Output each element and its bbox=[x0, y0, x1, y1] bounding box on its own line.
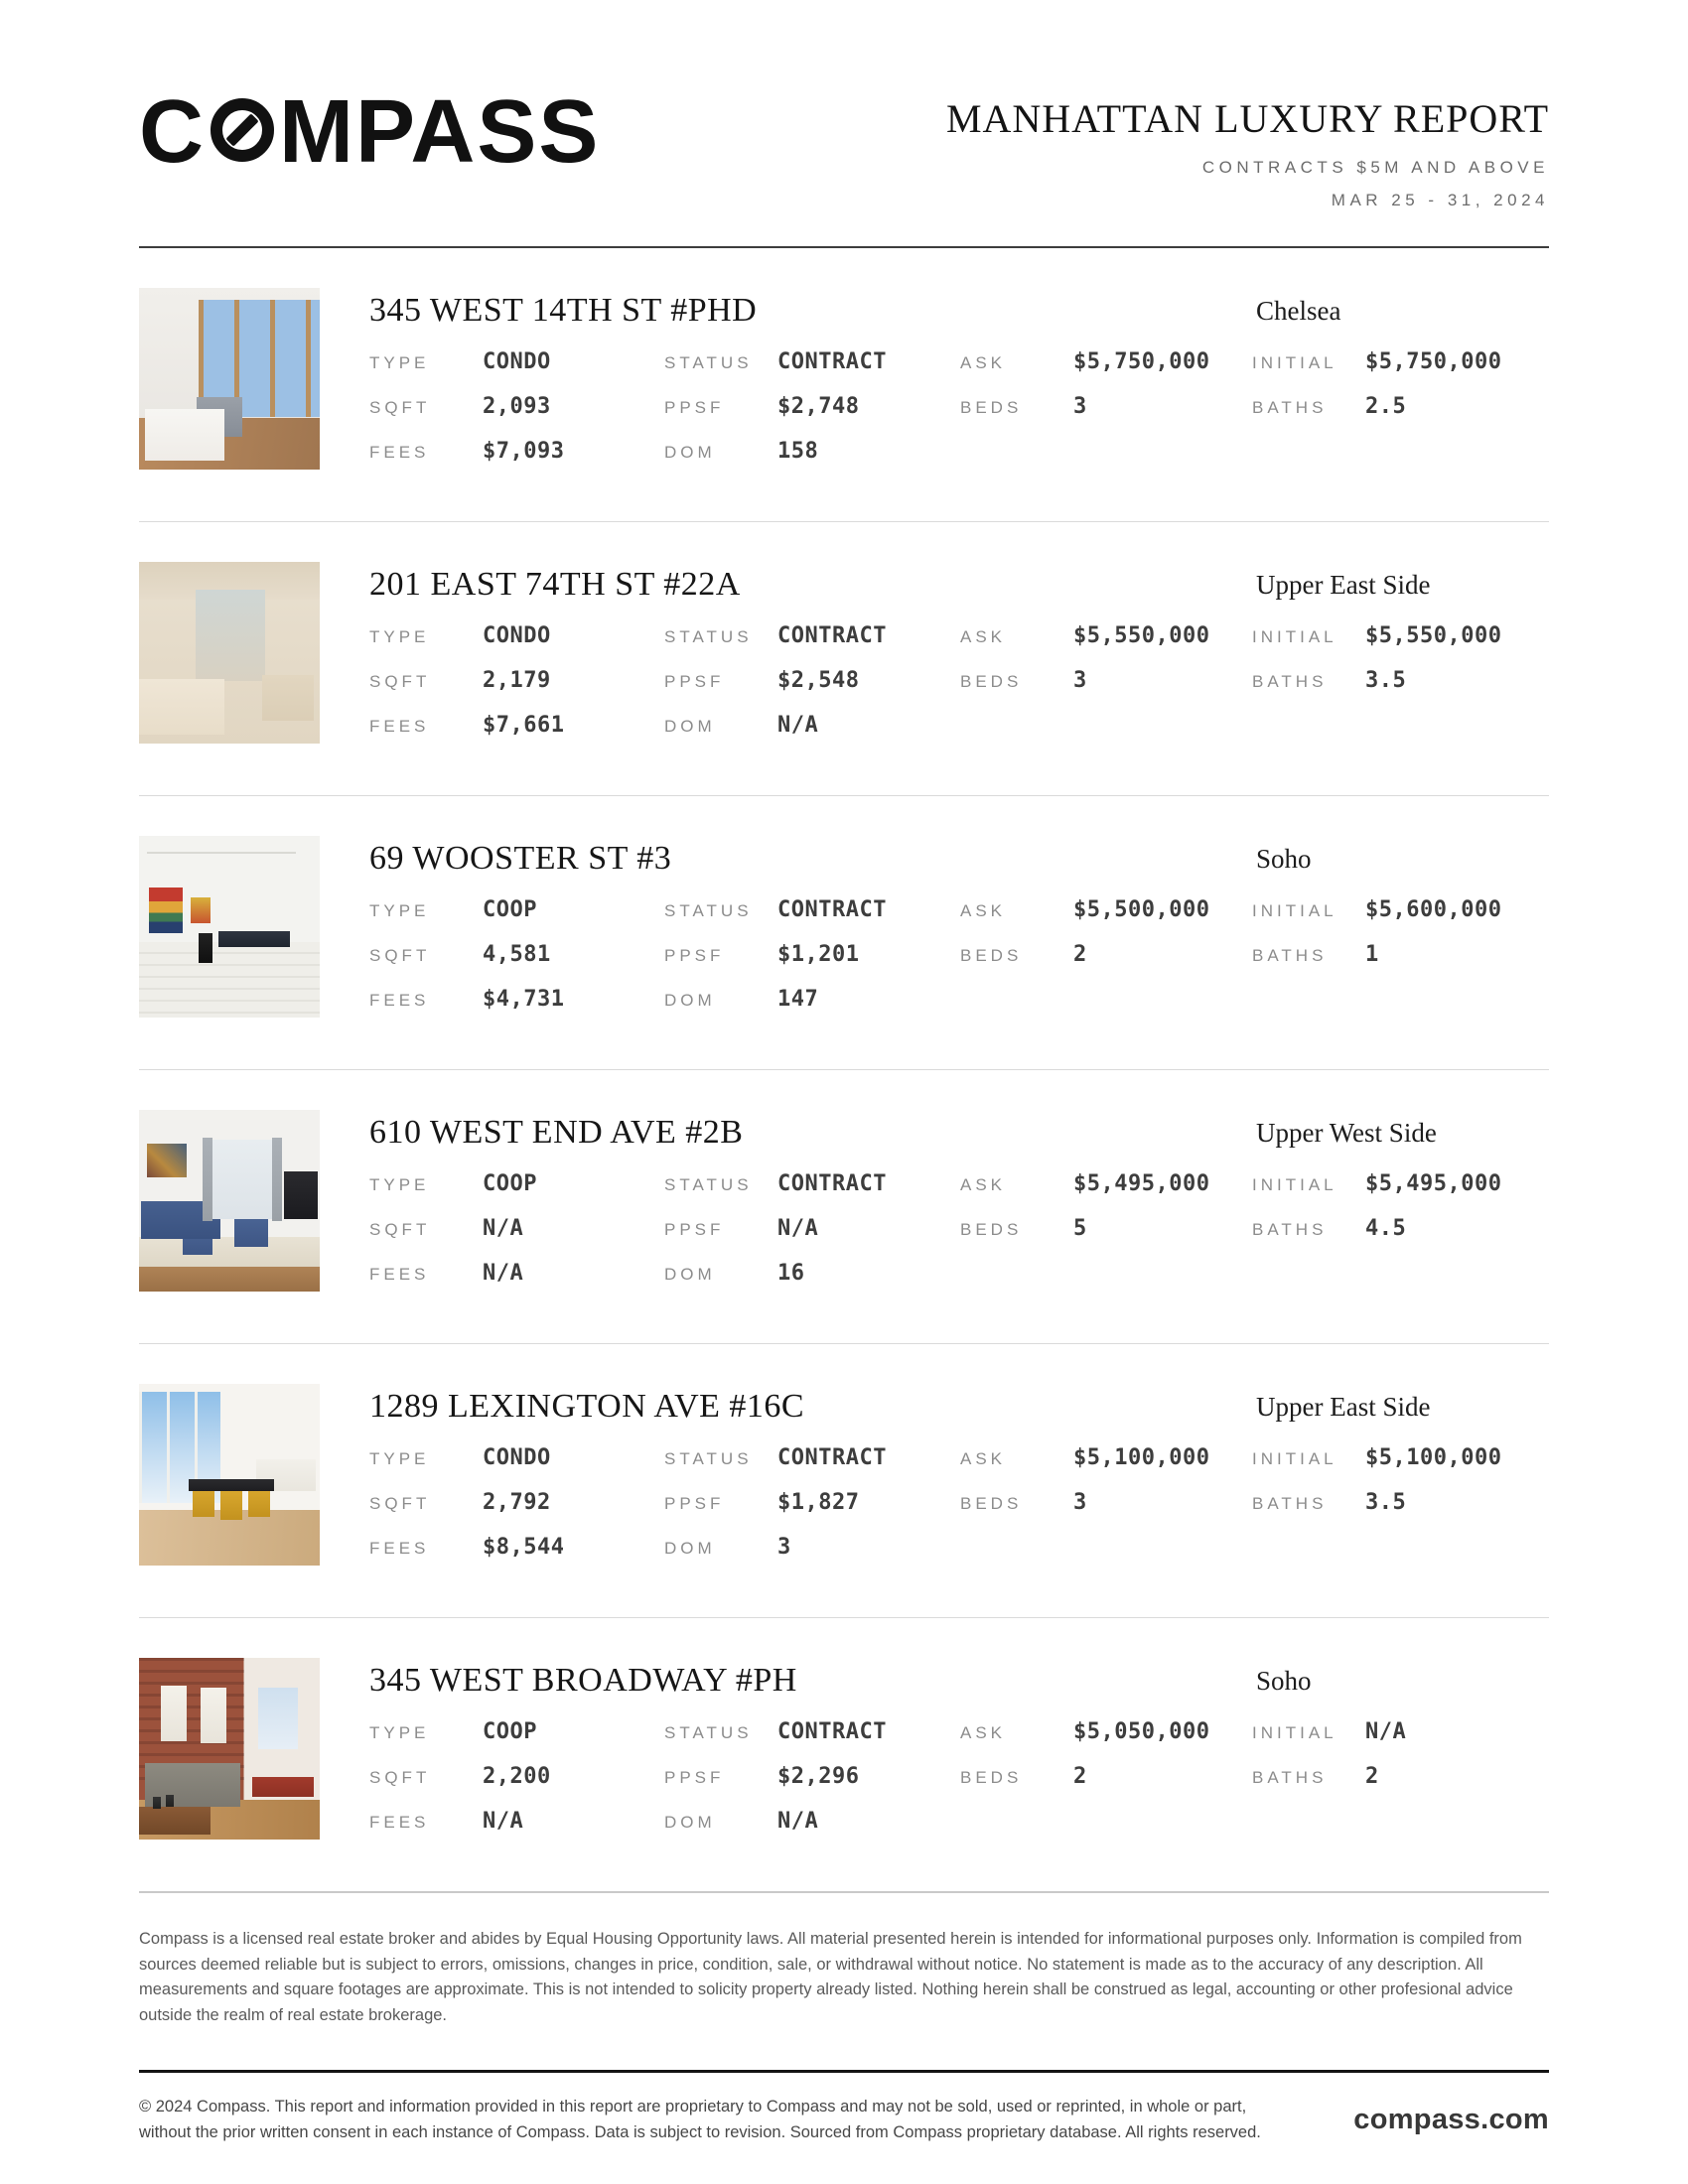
listing-data-grid bbox=[369, 623, 1549, 757]
fees-label: FEES bbox=[369, 1265, 430, 1284]
ask-value: $5,750,000 bbox=[1073, 349, 1210, 374]
status-value: CONTRACT bbox=[777, 349, 887, 374]
copyright-text: © 2024 Compass. This report and information provided in this report are proprietary to Compass and may not be sold, used or reprinted, in whole or part, without the prior written consent in each instance of Compass. Data is subject to revision. Sourced from Compass proprietary database. All rights reserved. bbox=[139, 2098, 1261, 2141]
dom-value: 3 bbox=[777, 1535, 791, 1560]
dom-value: 16 bbox=[777, 1261, 805, 1286]
status-value: CONTRACT bbox=[777, 897, 887, 922]
listing-info bbox=[369, 1110, 1549, 1305]
ask-label: ASK bbox=[960, 353, 1007, 372]
ask-label: ASK bbox=[960, 1723, 1007, 1742]
listing-row bbox=[139, 522, 1549, 796]
compass-logo bbox=[139, 82, 601, 182]
beds-value: 3 bbox=[1073, 394, 1087, 419]
type-value: COOP bbox=[483, 1171, 537, 1196]
fees-value: $7,661 bbox=[483, 713, 565, 738]
ppsf-value: N/A bbox=[777, 1216, 819, 1241]
dom-label: DOM bbox=[664, 1813, 716, 1832]
listing-neighborhood: Chelsea bbox=[1256, 296, 1341, 326]
listing-data-grid bbox=[369, 1719, 1549, 1853]
baths-value: 2 bbox=[1365, 1764, 1379, 1789]
initial-value: $5,100,000 bbox=[1365, 1445, 1502, 1470]
ask-value: $5,100,000 bbox=[1073, 1445, 1210, 1470]
listing-neighborhood: Upper West Side bbox=[1256, 1118, 1437, 1148]
beds-label: BEDS bbox=[960, 398, 1023, 417]
initial-value: $5,750,000 bbox=[1365, 349, 1502, 374]
listing-photo bbox=[139, 1658, 320, 1840]
report-date-range: MAR 25 - 31, 2024 bbox=[1331, 191, 1549, 209]
listing-row bbox=[139, 1070, 1549, 1344]
status-label: STATUS bbox=[664, 353, 753, 372]
report-header bbox=[139, 0, 1549, 210]
ask-value: $5,050,000 bbox=[1073, 1719, 1210, 1744]
fees-value: $7,093 bbox=[483, 439, 565, 464]
fees-label: FEES bbox=[369, 1813, 430, 1832]
initial-label: INITIAL bbox=[1252, 1449, 1337, 1468]
fees-value: N/A bbox=[483, 1261, 524, 1286]
listing-info bbox=[369, 1384, 1549, 1579]
status-label: STATUS bbox=[664, 1449, 753, 1468]
baths-value: 3.5 bbox=[1365, 668, 1407, 693]
baths-value: 4.5 bbox=[1365, 1216, 1407, 1241]
type-value: CONDO bbox=[483, 349, 551, 374]
listing-row bbox=[139, 796, 1549, 1070]
logo-letter-c: C bbox=[139, 82, 206, 182]
listing-data-grid bbox=[369, 1445, 1549, 1579]
fees-label: FEES bbox=[369, 717, 430, 736]
dom-value: N/A bbox=[777, 713, 819, 738]
initial-label: INITIAL bbox=[1252, 627, 1337, 646]
status-label: STATUS bbox=[664, 1175, 753, 1194]
ask-label: ASK bbox=[960, 1175, 1007, 1194]
dom-label: DOM bbox=[664, 1265, 716, 1284]
sqft-label: SQFT bbox=[369, 1220, 431, 1239]
initial-value: N/A bbox=[1365, 1719, 1407, 1744]
listing-neighborhood: Soho bbox=[1256, 844, 1312, 874]
dom-value: 147 bbox=[777, 987, 819, 1012]
listing-row bbox=[139, 1618, 1549, 1893]
ask-value: $5,495,000 bbox=[1073, 1171, 1210, 1196]
footer-bottom-row bbox=[139, 2095, 1549, 2145]
sqft-value: N/A bbox=[483, 1216, 524, 1241]
dom-value: 158 bbox=[777, 439, 819, 464]
compass-website: compass.com bbox=[1353, 2104, 1549, 2135]
listing-neighborhood: Upper East Side bbox=[1256, 1392, 1431, 1422]
status-value: CONTRACT bbox=[777, 1445, 887, 1470]
ppsf-value: $2,748 bbox=[777, 394, 860, 419]
status-value: CONTRACT bbox=[777, 1171, 887, 1196]
listing-address: 345 WEST 14TH ST #PHD bbox=[369, 292, 758, 329]
ask-value: $5,500,000 bbox=[1073, 897, 1210, 922]
beds-value: 2 bbox=[1073, 942, 1087, 967]
status-value: CONTRACT bbox=[777, 1719, 887, 1744]
beds-label: BEDS bbox=[960, 1220, 1023, 1239]
listing-data-grid bbox=[369, 1171, 1549, 1305]
baths-value: 2.5 bbox=[1365, 394, 1407, 419]
initial-label: INITIAL bbox=[1252, 353, 1337, 372]
baths-value: 1 bbox=[1365, 942, 1379, 967]
type-label: TYPE bbox=[369, 353, 430, 372]
beds-label: BEDS bbox=[960, 672, 1023, 691]
listing-photo bbox=[139, 836, 320, 1018]
ppsf-label: PPSF bbox=[664, 672, 725, 691]
sqft-label: SQFT bbox=[369, 398, 431, 417]
listing-photo bbox=[139, 1384, 320, 1566]
type-value: CONDO bbox=[483, 1445, 551, 1470]
initial-label: INITIAL bbox=[1252, 1723, 1337, 1742]
ppsf-label: PPSF bbox=[664, 1768, 725, 1787]
listing-data-grid bbox=[369, 897, 1549, 1031]
ppsf-label: PPSF bbox=[664, 1220, 725, 1239]
listing-info bbox=[369, 562, 1549, 757]
beds-value: 2 bbox=[1073, 1764, 1087, 1789]
listing-photo bbox=[139, 562, 320, 744]
beds-value: 5 bbox=[1073, 1216, 1087, 1241]
ppsf-label: PPSF bbox=[664, 1494, 725, 1513]
sqft-value: 2,093 bbox=[483, 394, 551, 419]
listing-photo bbox=[139, 288, 320, 470]
status-value: CONTRACT bbox=[777, 623, 887, 648]
initial-value: $5,495,000 bbox=[1365, 1171, 1502, 1196]
fees-value: N/A bbox=[483, 1809, 524, 1834]
fees-value: $4,731 bbox=[483, 987, 565, 1012]
sqft-label: SQFT bbox=[369, 946, 431, 965]
initial-label: INITIAL bbox=[1252, 1175, 1337, 1194]
type-value: COOP bbox=[483, 897, 537, 922]
status-label: STATUS bbox=[664, 1723, 753, 1742]
report-title: MANHATTAN LUXURY REPORT bbox=[945, 96, 1549, 141]
sqft-label: SQFT bbox=[369, 672, 431, 691]
fees-value: $8,544 bbox=[483, 1535, 565, 1560]
sqft-value: 4,581 bbox=[483, 942, 551, 967]
ppsf-value: $1,201 bbox=[777, 942, 860, 967]
baths-label: BATHS bbox=[1252, 1494, 1328, 1513]
ppsf-value: $1,827 bbox=[777, 1490, 860, 1515]
listing-info bbox=[369, 836, 1549, 1031]
ppsf-label: PPSF bbox=[664, 398, 725, 417]
baths-label: BATHS bbox=[1252, 1768, 1328, 1787]
status-label: STATUS bbox=[664, 627, 753, 646]
initial-value: $5,550,000 bbox=[1365, 623, 1502, 648]
sqft-label: SQFT bbox=[369, 1768, 431, 1787]
dom-label: DOM bbox=[664, 991, 716, 1010]
dom-value: N/A bbox=[777, 1809, 819, 1834]
dom-label: DOM bbox=[664, 717, 716, 736]
beds-value: 3 bbox=[1073, 668, 1087, 693]
sqft-label: SQFT bbox=[369, 1494, 431, 1513]
ask-label: ASK bbox=[960, 901, 1007, 920]
fees-label: FEES bbox=[369, 443, 430, 462]
listing-address: 610 WEST END AVE #2B bbox=[369, 1114, 744, 1151]
ppsf-value: $2,296 bbox=[777, 1764, 860, 1789]
type-label: TYPE bbox=[369, 1175, 430, 1194]
report-header-meta bbox=[946, 87, 1549, 210]
ppsf-label: PPSF bbox=[664, 946, 725, 965]
baths-label: BATHS bbox=[1252, 398, 1328, 417]
initial-value: $5,600,000 bbox=[1365, 897, 1502, 922]
beds-label: BEDS bbox=[960, 1494, 1023, 1513]
listing-address: 69 WOOSTER ST #3 bbox=[369, 840, 672, 877]
report-subtitle: CONTRACTS $5M AND ABOVE bbox=[1201, 158, 1549, 177]
listing-row bbox=[139, 1344, 1549, 1618]
listing-address: 345 WEST BROADWAY #PH bbox=[369, 1662, 797, 1699]
beds-value: 3 bbox=[1073, 1490, 1087, 1515]
listing-info bbox=[369, 1658, 1549, 1853]
listing-data-grid bbox=[369, 349, 1549, 483]
type-label: TYPE bbox=[369, 1723, 430, 1742]
baths-value: 3.5 bbox=[1365, 1490, 1407, 1515]
dom-label: DOM bbox=[664, 1539, 716, 1558]
listing-row bbox=[139, 248, 1549, 522]
listing-address: 1289 LEXINGTON AVE #16C bbox=[369, 1388, 805, 1425]
logo-letters-mpass: MPASS bbox=[279, 82, 601, 182]
type-value: CONDO bbox=[483, 623, 551, 648]
ask-label: ASK bbox=[960, 627, 1007, 646]
sqft-value: 2,179 bbox=[483, 668, 551, 693]
initial-label: INITIAL bbox=[1252, 901, 1337, 920]
type-label: TYPE bbox=[369, 901, 430, 920]
dom-label: DOM bbox=[664, 443, 716, 462]
baths-label: BATHS bbox=[1252, 672, 1328, 691]
listing-photo bbox=[139, 1110, 320, 1292]
fees-label: FEES bbox=[369, 1539, 430, 1558]
beds-label: BEDS bbox=[960, 1768, 1023, 1787]
disclaimer-text: Compass is a licensed real estate broker and abides by Equal Housing Opportunity laws. All material presented herein is intended for informational purposes only. Information is compiled from sources deemed reliable but is subject to errors, omissions, changes in price, condition, sale, or withdrawal without notice. No statement is made as to the accuracy of any description. All measurements and square footages are approximate. This is not intended to solicity property already listed. Nothing herein shall be construed as legal, accounting or other profesional advice outside the realm of real estate brokerage. bbox=[139, 1930, 1522, 2024]
compass-needle-o-icon bbox=[211, 98, 274, 162]
beds-label: BEDS bbox=[960, 946, 1023, 965]
listing-info bbox=[369, 288, 1549, 483]
listing-address: 201 EAST 74TH ST #22A bbox=[369, 566, 741, 603]
ask-value: $5,550,000 bbox=[1073, 623, 1210, 648]
footer-divider bbox=[139, 2070, 1549, 2073]
listing-neighborhood: Upper East Side bbox=[1256, 570, 1431, 600]
type-value: COOP bbox=[483, 1719, 537, 1744]
listing-neighborhood: Soho bbox=[1256, 1666, 1312, 1696]
status-label: STATUS bbox=[664, 901, 753, 920]
sqft-value: 2,792 bbox=[483, 1490, 551, 1515]
ask-label: ASK bbox=[960, 1449, 1007, 1468]
baths-label: BATHS bbox=[1252, 946, 1328, 965]
sqft-value: 2,200 bbox=[483, 1764, 551, 1789]
type-label: TYPE bbox=[369, 1449, 430, 1468]
baths-label: BATHS bbox=[1252, 1220, 1328, 1239]
fees-label: FEES bbox=[369, 991, 430, 1010]
type-label: TYPE bbox=[369, 627, 430, 646]
ppsf-value: $2,548 bbox=[777, 668, 860, 693]
